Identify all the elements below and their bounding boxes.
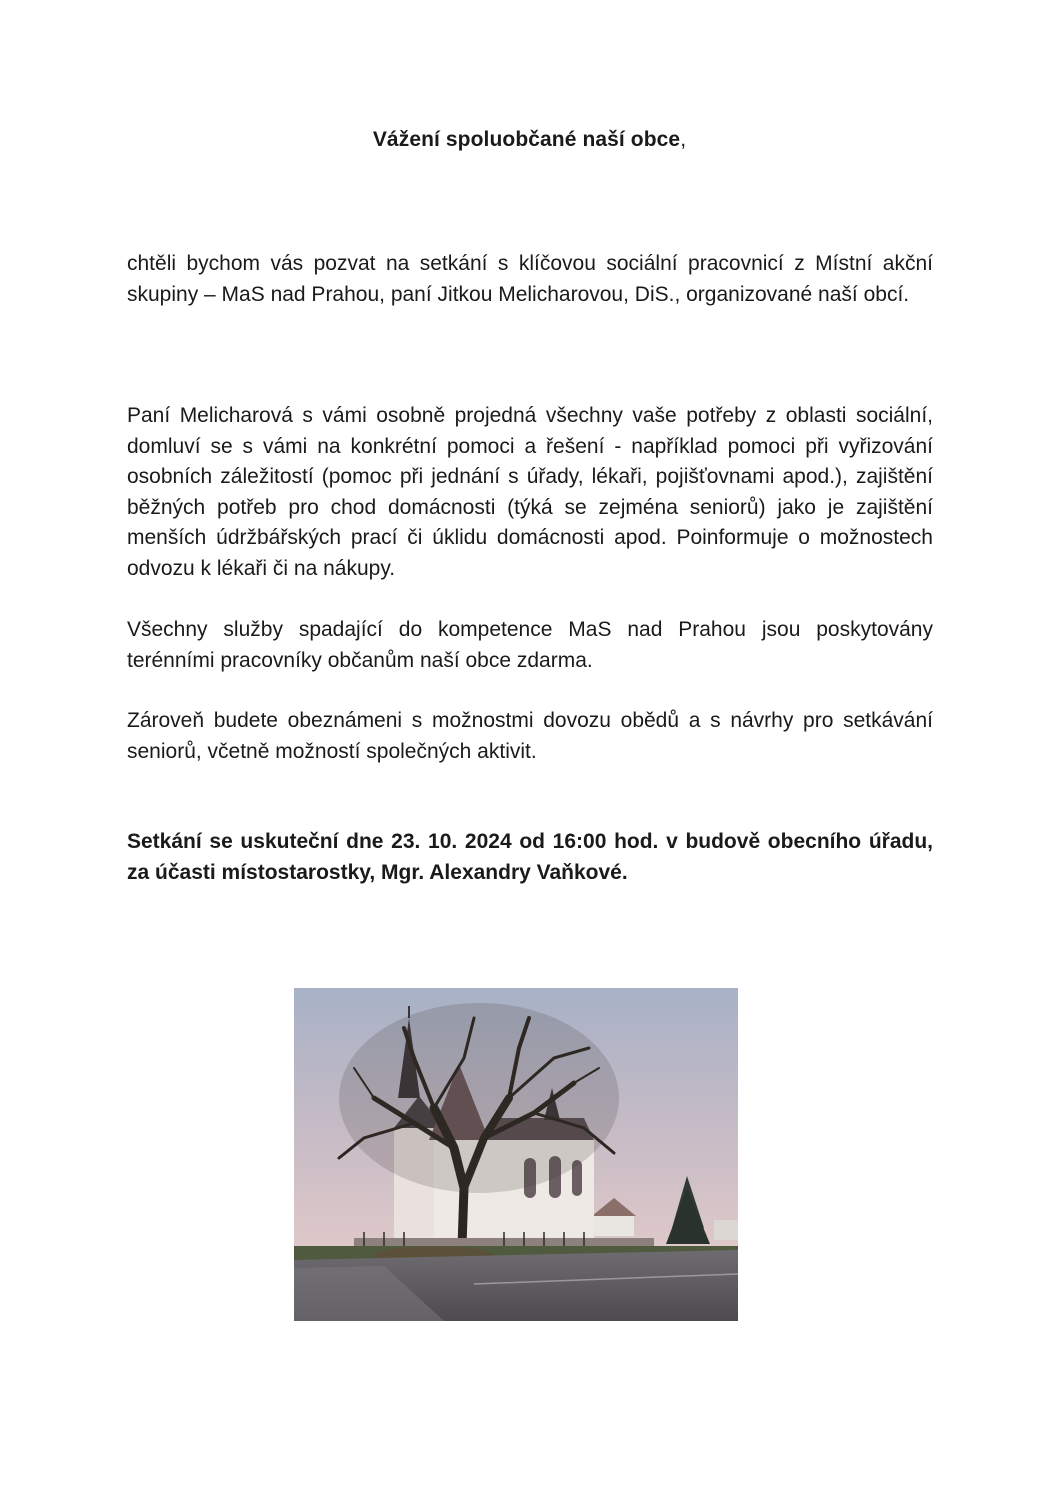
greeting-comma: ,: [680, 128, 687, 151]
letter-greeting: [0, 128, 1059, 152]
church-photo: [294, 988, 738, 1321]
services-paragraph: Paní Melicharová s vámi osobně projedná všechny vaše potřeby z oblasti sociální, domluví se s vámi na konkrétní pomoci a řešení - například pomoci při vyřizování osobních záležitostí (pomoc při jednání s úřady, lékaři, pojišťovnami apod.), zajištění běžných potřeb pro chod domácnosti (týká se zejména seniorů) jako je zajištění menších údržbářských prací či úklidu domácnosti apod. Poinformuje o možnostech odvozu k lékaři či na nákupy.: [127, 404, 933, 580]
free-services-paragraph: Všechny služby spadající do kompetence MaS nad Prahou jsou poskytovány terénními pracovníky občanům naší obce zdarma.: [127, 618, 933, 672]
intro-paragraph: chtěli bychom vás pozvat na setkání s klíčovou sociální pracovnicí z Místní akční skupiny – MaS nad Prahou, paní Jitkou Melicharovou, DiS., organizované naší obcí.: [127, 252, 933, 306]
meeting-details-paragraph: Setkání se uskuteční dne 23. 10. 2024 od 16:00 hod. v budově obecního úřadu, za účasti místostarostky, Mgr. Alexandry Vaňkové.: [127, 830, 933, 884]
greeting-text: Vážení spoluobčané naší obce: [372, 128, 681, 151]
meals-paragraph: Zároveň budete obeznámeni s možnostmi dovozu obědů a s návrhy pro setkávání seniorů, včetně možností společných aktivit.: [127, 709, 933, 763]
